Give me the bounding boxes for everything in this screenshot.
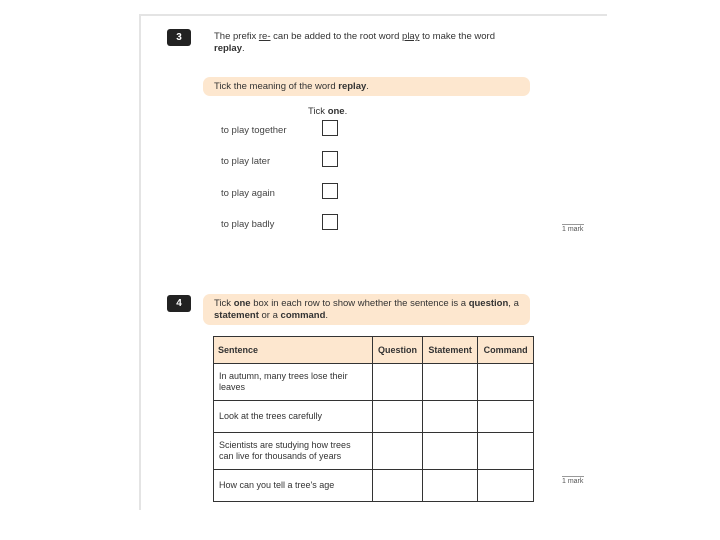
sentence-type-table — [213, 336, 534, 502]
table-row — [214, 433, 534, 470]
question-4-number: 4 — [167, 295, 191, 312]
tick-box-badly[interactable] — [322, 214, 338, 230]
tick-box-later[interactable] — [322, 151, 338, 167]
question-4-mark: 1 mark — [562, 478, 584, 485]
tick-cell-statement[interactable] — [423, 433, 478, 470]
tick-cell-command[interactable] — [478, 470, 534, 502]
table-row — [214, 401, 534, 433]
header-sentence: Sentence — [214, 337, 373, 364]
tick-cell-statement[interactable] — [423, 470, 478, 502]
tick-box-again[interactable] — [322, 183, 338, 199]
option-label: to play badly — [221, 219, 275, 230]
option-label: to play later — [221, 156, 271, 167]
table-row — [214, 364, 534, 401]
header-command: Command — [478, 337, 534, 364]
tick-cell-command[interactable] — [478, 364, 534, 401]
sentence-cell: How can you tell a tree's age — [214, 470, 373, 502]
sentence-cell: Look at the trees carefully — [214, 401, 373, 433]
tick-cell-question[interactable] — [373, 364, 423, 401]
tick-cell-question[interactable] — [373, 470, 423, 502]
table-row — [214, 470, 534, 502]
option-label: to play together — [221, 125, 287, 136]
question-4-instruction: Tick one box in each row to show whether the sentence is a question, a statement or a command. — [203, 294, 530, 325]
question-3-instruction: Tick the meaning of the word replay. — [203, 77, 530, 96]
worksheet-page — [139, 14, 607, 510]
question-3-text: The prefix re- can be added to the root word play to make the word replay. — [214, 31, 495, 54]
tick-cell-statement[interactable] — [423, 401, 478, 433]
tick-one-label: Tick one. — [308, 106, 348, 117]
question-3-mark: 1 mark — [562, 226, 584, 233]
question-3-number: 3 — [167, 29, 191, 46]
tick-cell-question[interactable] — [373, 401, 423, 433]
tick-cell-command[interactable] — [478, 401, 534, 433]
tick-cell-question[interactable] — [373, 433, 423, 470]
tick-box-together[interactable] — [322, 120, 338, 136]
tick-cell-statement[interactable] — [423, 364, 478, 401]
option-label: to play again — [221, 188, 275, 199]
tick-cell-command[interactable] — [478, 433, 534, 470]
header-statement: Statement — [423, 337, 478, 364]
sentence-cell: Scientists are studying how trees can live for thousands of years — [214, 433, 373, 470]
sentence-cell: In autumn, many trees lose their leaves — [214, 364, 373, 401]
header-question: Question — [373, 337, 423, 364]
